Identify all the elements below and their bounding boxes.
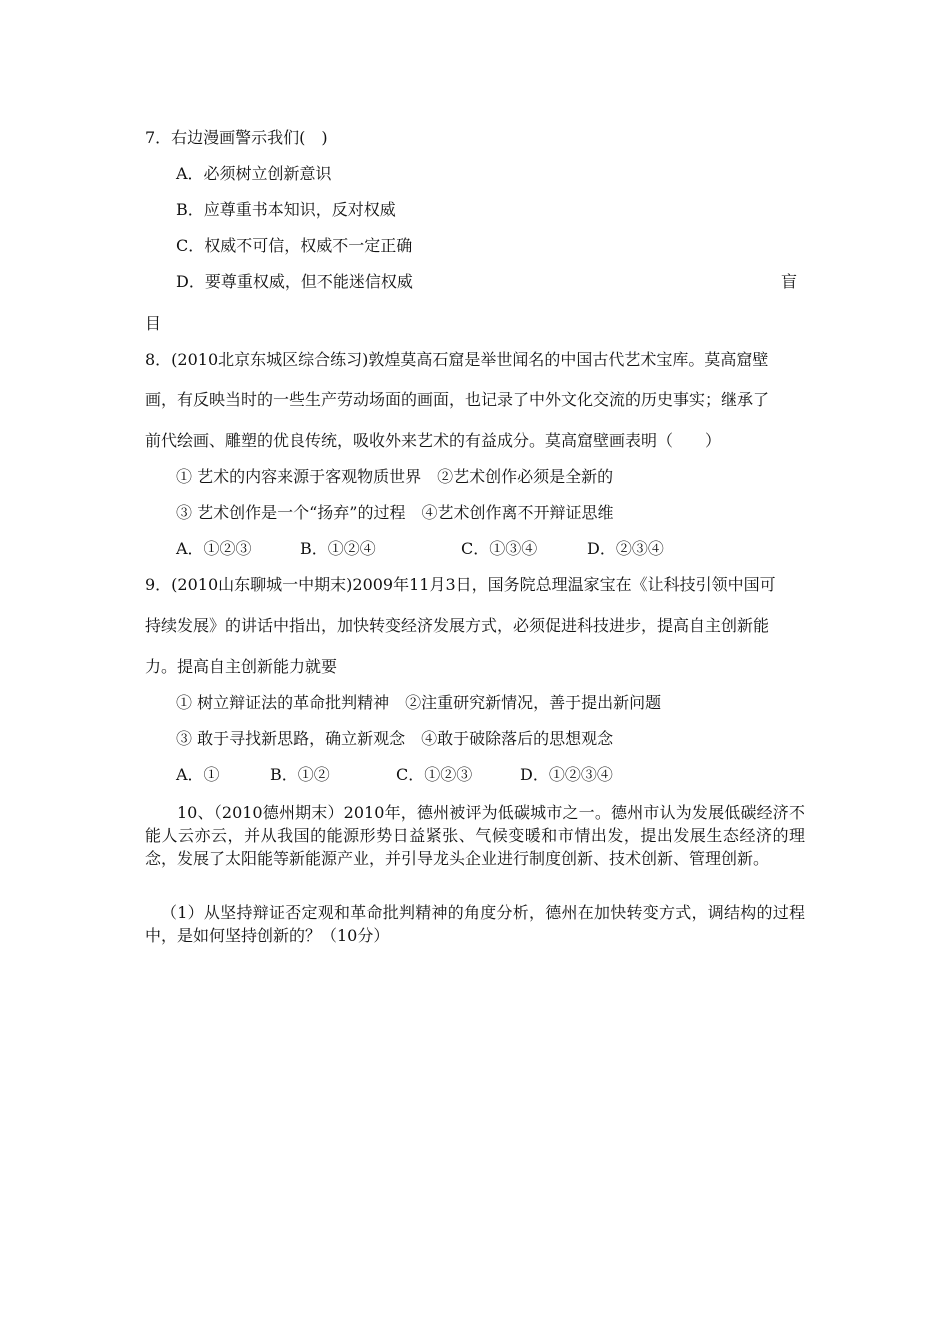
q8-choice-c: C．①③④	[461, 539, 538, 558]
q8-choice-b: B．①②④	[300, 539, 376, 558]
q9-stem-line3: 力。提高自主创新能力就要	[145, 657, 338, 676]
q8-stem-line1: 8．(2010北京东城区综合练习)敦煌莫高石窟是举世闻名的中国古代艺术宝库。莫高窟壁	[145, 350, 769, 369]
q9-choice-b: B．①②	[270, 765, 330, 784]
q8-choice-a: A．①②③	[176, 539, 252, 558]
q7-stem: 7．右边漫画警示我们( )	[145, 128, 328, 147]
q9-stem-line2: 持续发展》的讲话中指出，加快转变经济发展方式，必须促进科技进步，提高自主创新能	[145, 616, 770, 635]
q7-option-d: D．要尊重权威，但不能迷信权威	[176, 272, 413, 291]
q8-stem-line3: 前代绘画、雕塑的优良传统，吸收外来艺术的有益成分。莫高窟壁画表明（ ）	[145, 431, 722, 450]
q9-choice-c: C．①②③	[396, 765, 473, 784]
q9-statement-1-2: ① 树立辩证法的革命批判精神 ②注重研究新情况，善于提出新问题	[176, 693, 662, 712]
cartoon-caption-part2: 目	[145, 314, 162, 333]
q7-option-a: A．必须树立创新意识	[176, 164, 332, 183]
q8-statement-1-2: ① 艺术的内容来源于客观物质世界 ②艺术创作必须是全新的	[176, 467, 614, 486]
cartoon-caption-part1: 盲	[781, 272, 798, 291]
q7-option-c: C．权威不可信，权威不一定正确	[176, 236, 413, 255]
q8-choice-d: D．②③④	[587, 539, 664, 558]
q10-subquestion-1: （1）从坚持辩证否定观和革命批判精神的角度分析，德州在加快转变方式，调结构的过程中，是如何坚持创新的？（10分）	[145, 903, 805, 945]
q8-stem-line2: 画，有反映当时的一些生产劳动场面的画面，也记录了中外文化交流的历史事实；继承了	[145, 390, 770, 409]
q8-statement-3-4: ③ 艺术创作是一个“扬弃”的过程 ④艺术创作离不开辩证思维	[176, 503, 614, 522]
q7-option-b: B．应尊重书本知识，反对权威	[176, 200, 396, 219]
q9-choice-a: A．①	[176, 765, 220, 784]
q10-paragraph: 10、（2010德州期末）2010年，德州被评为低碳城市之一。德州市认为发展低碳经济不能人云亦云，并从我国的能源形势日益紧张、气候变暖和市情出发，提出发展生态经济的理念，发展了太阳能等新能源产业，并引导龙头企业进行制度创新、技术创新、管理创新。	[145, 803, 805, 868]
q9-statement-3-4: ③ 敢于寻找新思路，确立新观念 ④敢于破除落后的思想观念	[176, 729, 614, 748]
q9-stem-line1: 9．(2010山东聊城一中期末)2009年11月3日，国务院总理温家宝在《让科技引领中国可	[145, 575, 776, 594]
q9-choice-d: D．①②③④	[520, 765, 613, 784]
